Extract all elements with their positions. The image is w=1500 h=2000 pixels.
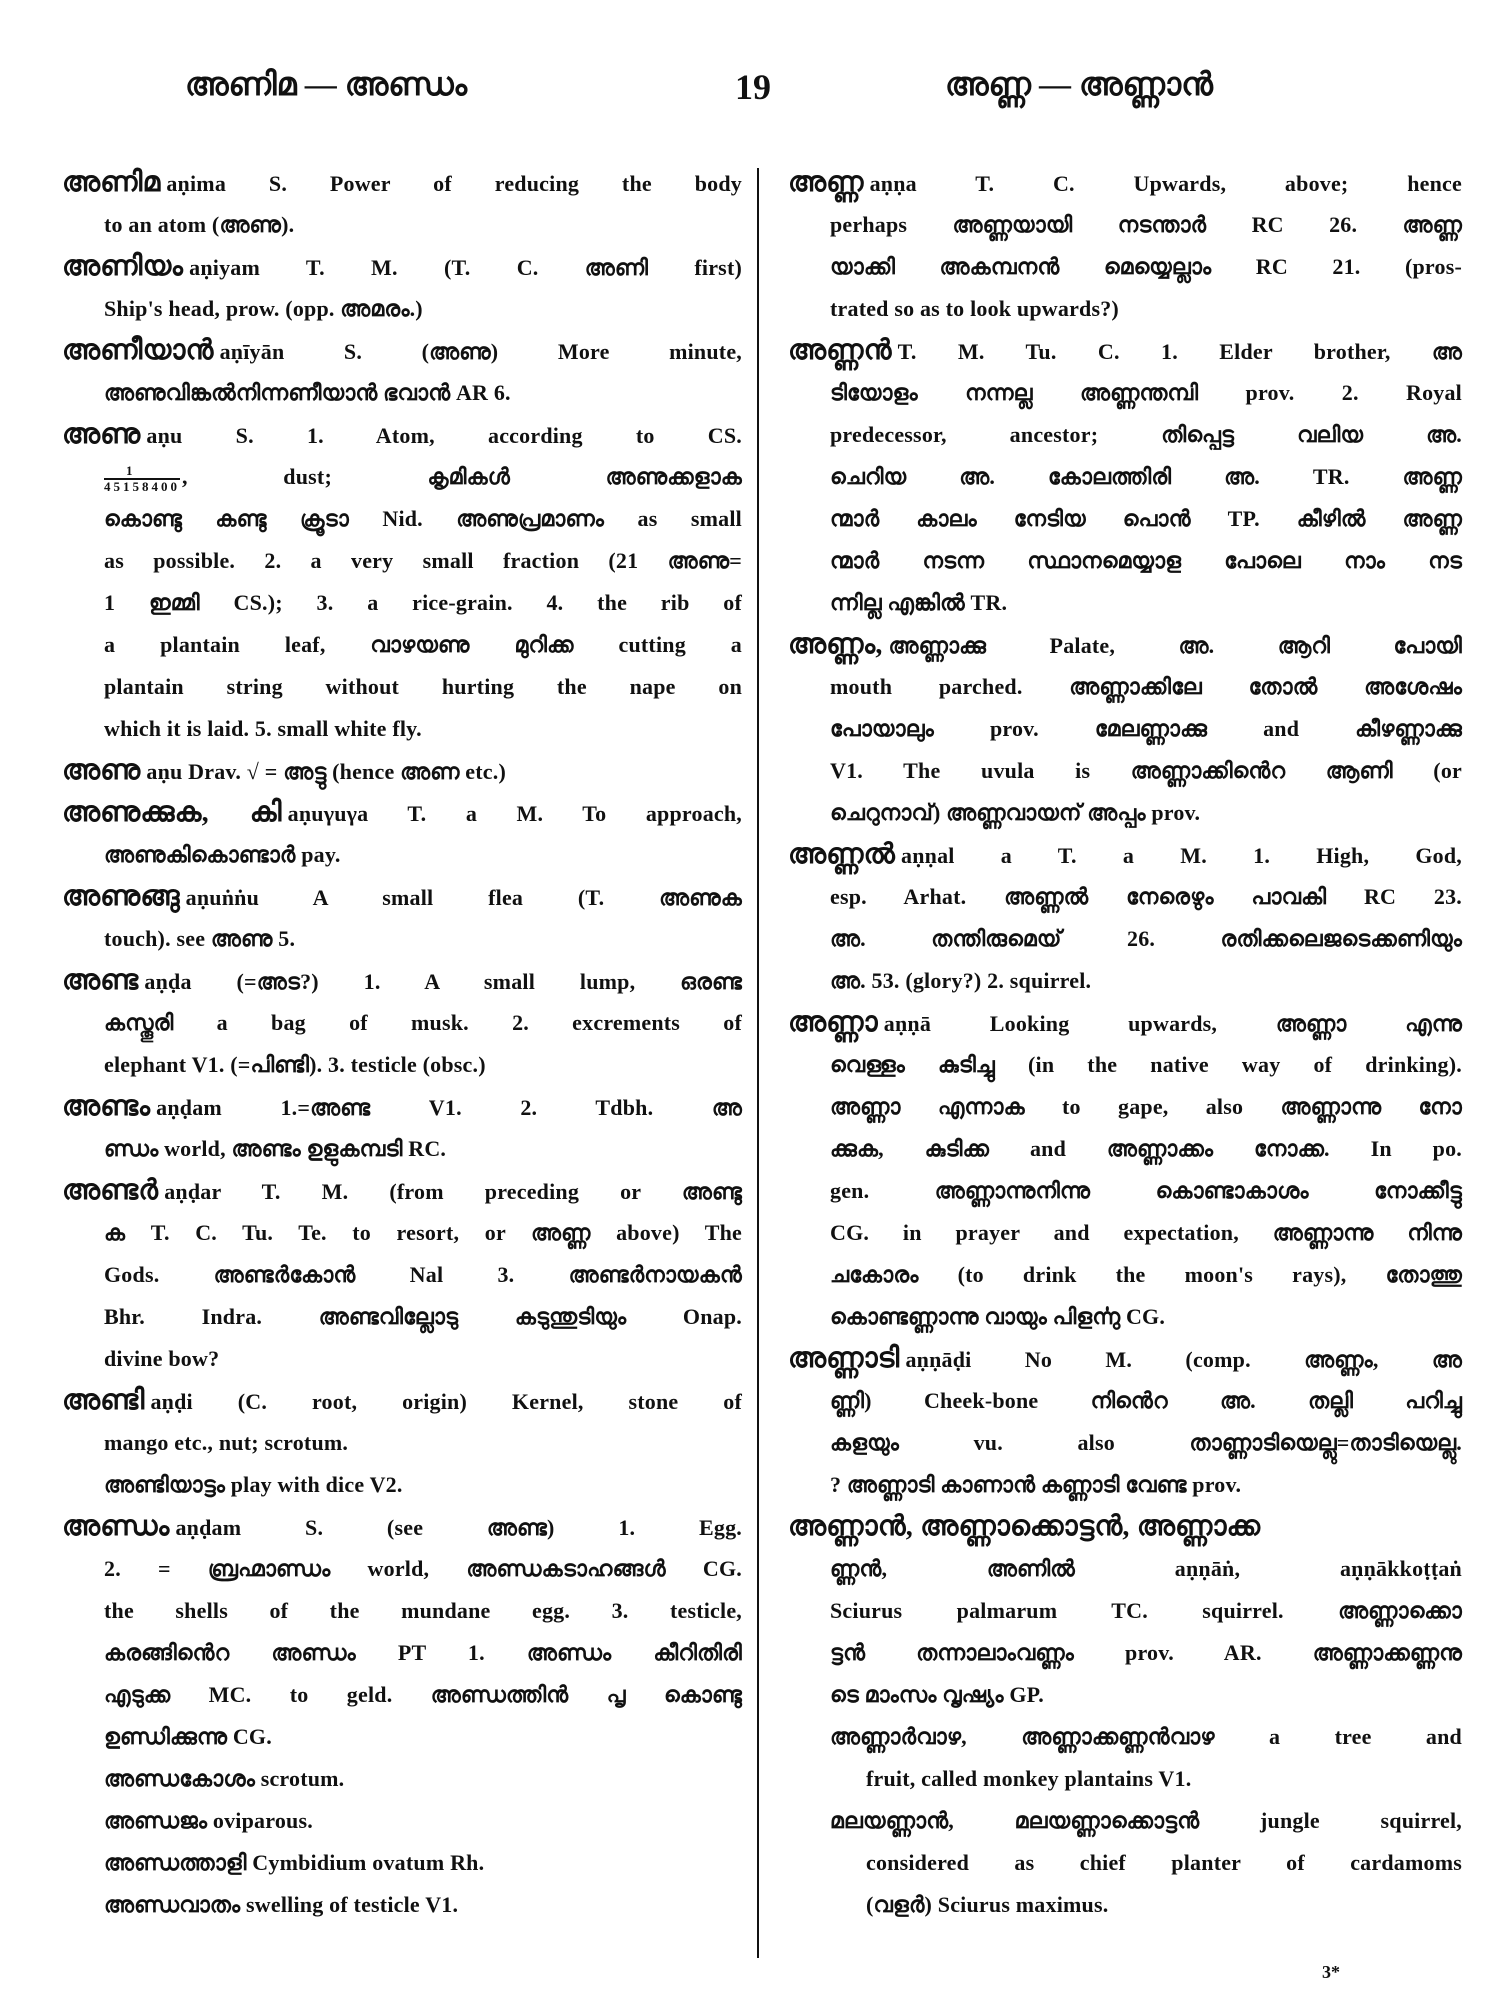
line-text: മലയണ്ണാൻ, മലയണ്ണാക്കൊട്ടൻ jungle squirrel, — [830, 1808, 1462, 1833]
line-text: Gods. അണ്ടർകോൻ Nal 3. അണ്ടർനായകൻ — [104, 1262, 742, 1287]
entry-line — [788, 1128, 1462, 1170]
entry-line — [62, 876, 742, 918]
dictionary-entry — [62, 1506, 742, 1758]
entry-line — [62, 1044, 742, 1086]
entry-line — [788, 1632, 1462, 1674]
headword: അണ്ടർ — [62, 1175, 159, 1206]
sub-entry — [62, 1842, 742, 1884]
entry-line — [62, 1422, 742, 1464]
line-text: വെള്ളം കുടിച്ചു (in the native way of drinking). — [830, 1052, 1462, 1077]
sub-entry — [62, 1464, 742, 1506]
entry-line — [62, 834, 742, 876]
entry-line — [788, 624, 1462, 666]
entry-line — [788, 1590, 1462, 1632]
line-text: divine bow? — [104, 1346, 220, 1371]
dictionary-entry — [62, 750, 742, 792]
line-text: perhaps അണ്ണയായി നടന്താർ RC 26. അണ്ണ — [830, 212, 1462, 237]
entry-line — [62, 1254, 742, 1296]
headword: അണ്ണ — [788, 167, 864, 198]
entry-line — [62, 1086, 742, 1128]
fraction — [104, 464, 180, 494]
dictionary-entry — [62, 414, 742, 750]
line-text: 1 ഇമ്മി CS.); 3. a rice-grain. 4. the rib of — [104, 590, 742, 615]
line-text: aṇḍar T. M. (from preceding or അണ്ടു — [164, 1179, 742, 1204]
line-text: അണ്ണാക്കു Palate, അ. ആറി പോയി — [888, 633, 1462, 658]
dictionary-entry — [62, 1086, 742, 1170]
line-text: mango etc., nut; scrotum. — [104, 1430, 349, 1455]
entry-line — [62, 918, 742, 960]
entry-line — [62, 1296, 742, 1338]
entry-line — [62, 1338, 742, 1380]
dictionary-entry — [62, 330, 742, 414]
entry-line — [788, 1842, 1462, 1884]
line-text: considered as chief planter of cardamoms — [866, 1850, 1462, 1875]
line-text: trated so as to look upwards?) — [830, 296, 1119, 321]
line-text: ? അണ്ണാടി കാണാൻ കണ്ണാടി വേണ്ട prov. — [830, 1472, 1242, 1497]
line-text: aṇḍam 1.=അണ്ട V1. 2. Tdbh. അ — [156, 1095, 742, 1120]
line-text: aṇṇa T. C. Upwards, above; hence — [869, 171, 1462, 196]
dictionary-entry — [788, 330, 1462, 624]
headword: അണുങ്ങു — [62, 881, 180, 912]
line-text: fruit, called monkey plantains V1. — [866, 1766, 1192, 1791]
line-text: ചകോരം (to drink the moon's rays), തോത്തു — [830, 1262, 1462, 1287]
line-text: CG. in prayer and expectation, അണ്ണാന്നു നിന്നു — [830, 1220, 1462, 1245]
line-text: gen. അണ്ണാന്നുനിന്നു കൊണ്ടാകാശം നോക്കീട്ടു — [830, 1178, 1462, 1203]
entry-line — [788, 540, 1462, 582]
running-head-right: അണ്ണ — അണ്ണാൻ — [945, 66, 1213, 102]
entry-line — [62, 1716, 742, 1758]
entry-line — [788, 1086, 1462, 1128]
line-text: mouth parched. അണ്ണാക്കിലേ തോൽ അശേഷം — [830, 674, 1462, 699]
entry-line — [788, 372, 1462, 414]
headword: അണ്ണൽ — [788, 839, 896, 870]
line-text: aṇuṅṅu A small flea (T. അണുക — [185, 885, 742, 910]
sub-entry — [788, 1800, 1462, 1926]
entry-line — [62, 1212, 742, 1254]
entry-line — [62, 1380, 742, 1422]
line-text: യാക്കി അകമ്പനൻ മെയ്യെല്ലാം RC 21. (pros- — [830, 254, 1462, 279]
line-text: അണ്ടിയാട്ടം play with dice V2. — [104, 1472, 403, 1497]
entry-line — [788, 1716, 1462, 1758]
dictionary-entry — [62, 1170, 742, 1380]
entry-line — [788, 1800, 1462, 1842]
line-text: aṇḍa (=അട?) 1. A small lump, ഒരണ്ട — [144, 969, 742, 994]
entry-line — [62, 792, 742, 834]
line-text: ണ്ണി) Cheek-bone നിൻെറ അ. തല്ലി പറിച്ചു — [830, 1388, 1462, 1413]
line-text: 2. = ബ്രഹ്മാണ്ഡം world, അണ്ഡകടാഹങ്ങൾ CG. — [104, 1556, 742, 1581]
entry-line — [788, 414, 1462, 456]
headword: അണ്ടം — [62, 1091, 151, 1122]
dictionary-entry — [62, 246, 742, 330]
headword: അണു — [62, 419, 141, 450]
entry-line — [62, 540, 742, 582]
line-text: ടിയോളം നന്നല്ല അണ്ണന്തമ്പി prov. 2. Royal — [830, 380, 1462, 405]
entry-line — [62, 456, 742, 498]
entry-line — [788, 1170, 1462, 1212]
right-column — [788, 162, 1462, 1926]
line-text: to an atom (അണു). — [104, 212, 295, 237]
line-text: അണ്ഡജം oviparous. — [104, 1808, 313, 1833]
line-text: aṇḍam S. (see അണ്ട) 1. Egg. — [175, 1515, 742, 1540]
entry-line — [788, 1422, 1462, 1464]
entry-line — [788, 834, 1462, 876]
entry-line — [788, 1212, 1462, 1254]
headword: അണ്ണാ — [788, 1007, 878, 1038]
entry-line — [788, 246, 1462, 288]
line-text: , dust; കൃമികൾ അണുക്കളാക — [182, 464, 742, 489]
headword: അണ്ഡം — [62, 1511, 170, 1542]
headword: അണ്ണാടി — [788, 1343, 900, 1374]
line-text: aṇṇal a T. a M. 1. High, God, — [901, 843, 1462, 868]
line-text: a plantain leaf, വാഴയണു മുറിക്ക cutting a — [104, 632, 742, 657]
fraction-numerator: 1 — [104, 464, 180, 480]
entry-line — [62, 1632, 742, 1674]
entry-line — [62, 1128, 742, 1170]
line-text: അ. 53. (glory?) 2. squirrel. — [830, 968, 1092, 993]
line-text: ടെ മാംസം വൃഷ്യം GP. — [830, 1682, 1044, 1707]
line-text: predecessor, ancestor; തിപ്പെട്ട വലിയ അ. — [830, 422, 1462, 447]
line-text: aṇima S. Power of reducing the body — [166, 171, 742, 196]
line-text: aṇḍi (C. root, origin) Kernel, stone of — [150, 1389, 742, 1414]
headword: അണ്ടി — [62, 1385, 145, 1416]
entry-line — [788, 792, 1462, 834]
line-text: അണ്ണാർവാഴ, അണ്ണാക്കണ്ണൻവാഴ a tree and — [830, 1724, 1462, 1749]
headword: അണുക്കുക, കി — [62, 797, 282, 828]
running-head-left: അണിമ — അണ്ഡം — [185, 66, 468, 102]
line-text: കസ്തൂരി a bag of musk. 2. excrements of — [104, 1010, 742, 1035]
entry-line — [62, 372, 742, 414]
headword: അണിമ — [62, 167, 161, 198]
entry-line — [62, 624, 742, 666]
entry-line — [62, 288, 742, 330]
entry-line — [62, 162, 742, 204]
sub-entry — [62, 1884, 742, 1926]
dictionary-entry — [788, 624, 1462, 834]
entry-line — [788, 204, 1462, 246]
fraction-denominator: 45158400 — [104, 478, 180, 494]
line-text: aṇṇā Looking upwards, അണ്ണാ എന്നു — [883, 1011, 1462, 1036]
sub-entry — [62, 1758, 742, 1800]
line-text: ചെറിയ അ. കോലത്തിരി അ. TR. അണ്ണ — [830, 464, 1462, 489]
entry-line — [788, 708, 1462, 750]
line-text: അണ്ഡത്താളി Cymbidium ovatum Rh. — [104, 1850, 485, 1875]
entry-line — [788, 1044, 1462, 1086]
headword: അണ്ണൻ — [788, 335, 892, 366]
sub-entry — [788, 1716, 1462, 1800]
entry-line — [62, 1842, 742, 1884]
entry-line — [788, 1548, 1462, 1590]
line-text: T. M. Tu. C. 1. Elder brother, അ — [897, 339, 1462, 364]
headword: അണ്ണം, — [788, 629, 883, 660]
entry-line — [62, 204, 742, 246]
headword: അണ്ട — [62, 965, 139, 996]
line-text: the shells of the mundane egg. 3. testicle, — [104, 1598, 742, 1623]
line-text: ണ്ണൻ, അണിൽ aṇṇāṅ, aṇṇākkoṭṭaṅ — [830, 1556, 1462, 1581]
entry-line — [788, 1002, 1462, 1044]
headword: അണ്ണാൻ, അണ്ണാക്കൊട്ടൻ, അണ്ണാക്ക — [788, 1511, 1261, 1542]
entry-line — [62, 414, 742, 456]
entry-line — [788, 1338, 1462, 1380]
line-text: അണുവിങ്കൽനിന്നണീയാൻ ഭവാൻ AR 6. — [104, 380, 511, 405]
line-text: അണ്ഡകോശം scrotum. — [104, 1766, 345, 1791]
entry-line — [788, 456, 1462, 498]
dictionary-entry — [62, 876, 742, 960]
column-divider — [757, 168, 759, 1958]
line-text: ന്മാർ കാലം നേടിയ പൊൻ TP. കീഴിൽ അണ്ണ — [830, 506, 1462, 531]
dictionary-entry — [788, 834, 1462, 1002]
entry-line — [788, 330, 1462, 372]
line-text: ക്കുക, കുടിക്ക and അണ്ണാക്കം നോക്ക. In po. — [830, 1136, 1462, 1161]
line-text: അണുകികൊണ്ടാർ pay. — [104, 842, 341, 867]
entry-line — [62, 1590, 742, 1632]
entry-line — [62, 1170, 742, 1212]
line-text: Ship's head, prow. (opp. അമരം.) — [104, 296, 423, 321]
entry-line — [62, 582, 742, 624]
line-text: aṇiyam T. M. (T. C. അണി first) — [189, 255, 742, 280]
dictionary-entry — [62, 1380, 742, 1464]
entry-line — [62, 1506, 742, 1548]
entry-line — [788, 1884, 1462, 1926]
line-text: പോയാലും prov. മേലണ്ണാക്കു and കീഴണ്ണാക്കു — [830, 716, 1462, 741]
dictionary-entry — [62, 960, 742, 1086]
entry-line — [62, 750, 742, 792]
line-text: aṇṇāḍi No M. (comp. അണ്ണം, അ — [905, 1347, 1462, 1372]
line-text: plantain string without hurting the nape on — [104, 674, 742, 699]
line-text: as possible. 2. a very small fraction (21 അണു= — [104, 548, 742, 573]
signature-mark: 3* — [1322, 1962, 1340, 1982]
entry-line — [788, 1758, 1462, 1800]
line-text: കൊണ്ടു കണ്ടു ക്രൂടാ Nid. അണുപ്രമാണം as small — [104, 506, 742, 531]
left-column — [62, 162, 742, 1926]
entry-line — [62, 1800, 742, 1842]
entry-line — [788, 498, 1462, 540]
entry-line — [788, 1674, 1462, 1716]
entry-line — [62, 1674, 742, 1716]
line-text: (വളർ) Sciurus maximus. — [866, 1892, 1109, 1917]
line-text: aṇu Drav. √ = അട്ടു (hence അണ etc.) — [146, 759, 506, 784]
entry-line — [62, 498, 742, 540]
line-text: ട്ടൻ തന്നാലാംവണ്ണം prov. AR. അണ്ണാക്കണ്ണനു — [830, 1640, 1462, 1665]
entry-line — [788, 1506, 1462, 1548]
line-text: esp. Arhat. അണ്ണൽ നേരെഴും പാവകി RC 23. — [830, 884, 1462, 909]
entry-line — [62, 1002, 742, 1044]
entry-line — [788, 162, 1462, 204]
entry-line — [62, 1464, 742, 1506]
line-text: aṇīyān S. (അണു) More minute, — [219, 339, 742, 364]
line-text: അ. തന്തിരുമെയ് 26. രതിക്കലെജടെക്കണിയും — [830, 926, 1462, 951]
line-text: aṇuγuγa T. a M. To approach, — [287, 801, 742, 826]
line-text: അണ്ഡവാതം swelling of testicle V1. — [104, 1892, 459, 1917]
line-text: ന്നില്ല എങ്കിൽ TR. — [830, 590, 1008, 615]
line-text: V1. The uvula is അണ്ണാക്കിൻെറ ആണി (or — [830, 758, 1462, 783]
line-text: ക T. C. Tu. Te. to resort, or അണ്ണ above) The — [104, 1220, 742, 1245]
line-text: ണ്ഡം world, അണ്ടം ഉളുകമ്പടി RC. — [104, 1136, 447, 1161]
line-text: കൊണ്ടണ്ണാന്നു വായും പിളൎന്നു CG. — [830, 1304, 1166, 1329]
entry-line — [788, 876, 1462, 918]
dictionary-entry — [788, 1338, 1462, 1506]
entry-line — [788, 960, 1462, 1002]
entry-line — [788, 750, 1462, 792]
entry-line — [62, 960, 742, 1002]
line-text: Bhr. Indra. അണ്ടവില്ലോടു കടുന്തുടിയും Onap. — [104, 1304, 742, 1329]
dictionary-entry — [788, 162, 1462, 330]
entry-line — [62, 246, 742, 288]
headword: അണീയാൻ — [62, 335, 214, 366]
line-text: ന്മാർ നടന്ന സ്ഥാനമെയ്യാള പോലെ നാം നട — [830, 548, 1462, 573]
entry-line — [62, 1548, 742, 1590]
entry-line — [788, 1296, 1462, 1338]
line-text: Sciurus palmarum TC. squirrel. അണ്ണാക്കൊ — [830, 1598, 1462, 1623]
line-text: which it is laid. 5. small white fly. — [104, 716, 422, 741]
entry-line — [62, 330, 742, 372]
headword: അണിയം — [62, 251, 184, 282]
entry-line — [788, 918, 1462, 960]
entry-line — [62, 666, 742, 708]
line-text: എടുക്ക MC. to geld. അണ്ഡത്തിൻ പൃ കൊണ്ടു — [104, 1682, 742, 1707]
dictionary-entry — [62, 792, 742, 876]
entry-line — [62, 708, 742, 750]
dictionary-entry — [788, 1506, 1462, 1716]
dictionary-entry — [788, 1002, 1462, 1338]
line-text: അണ്ണാ എന്നാക to gape, also അണ്ണാന്നു നോ — [830, 1094, 1462, 1119]
dictionary-entry — [62, 162, 742, 246]
sub-entry — [62, 1800, 742, 1842]
headword: അണു — [62, 755, 141, 786]
line-text: touch). see അണു 5. — [104, 926, 296, 951]
entry-line — [788, 288, 1462, 330]
entry-line — [62, 1758, 742, 1800]
entry-line — [788, 666, 1462, 708]
entry-line — [788, 582, 1462, 624]
line-text: കരങ്ങിൻെറ അണ്ഡം PT 1. അണ്ഡം കീറിതിരി — [104, 1640, 742, 1665]
line-text: elephant V1. (=പിണ്ടി). 3. testicle (obsc.) — [104, 1052, 486, 1077]
entry-line — [788, 1380, 1462, 1422]
entry-line — [788, 1464, 1462, 1506]
line-text: aṇu S. 1. Atom, according to CS. — [146, 423, 742, 448]
entry-line — [62, 1884, 742, 1926]
line-text: ചെറുനാവ്) അണ്ണവായന് അപ്പം prov. — [830, 800, 1201, 825]
line-text: കളയും vu. also താണ്ണാടിയെല്ലു=താടിയെല്ലു. — [830, 1430, 1462, 1455]
entry-line — [788, 1254, 1462, 1296]
line-text: ഉണ്ഡിക്കുന്നു CG. — [104, 1724, 272, 1749]
page-number: 19 — [735, 67, 771, 107]
